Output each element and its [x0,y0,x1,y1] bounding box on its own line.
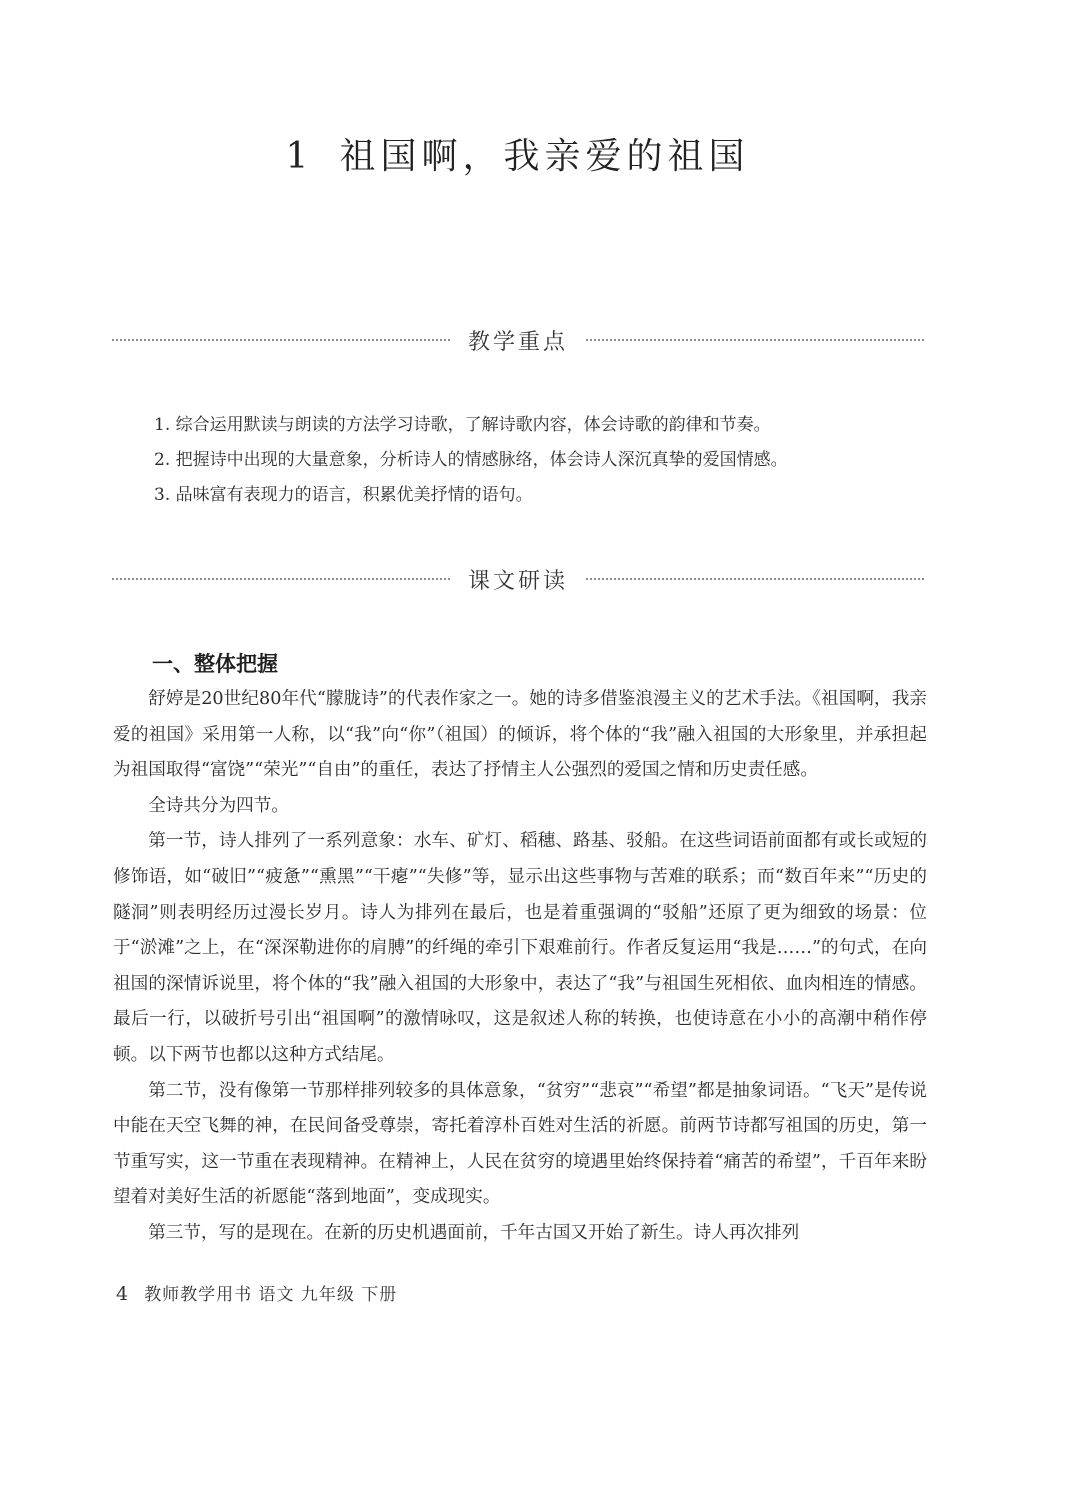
section-header-text-study [112,559,924,599]
teaching-focus-item: 3. 品味富有表现力的语言，积累优美抒情的语句。 [154,485,533,505]
teaching-focus-list [154,408,934,513]
page-number: 4 [116,1283,129,1305]
body-paragraph: 第二节，没有像第一节那样排列较多的具体意象，“贫穷”“悲哀”“希望”都是抽象词语。“飞天”是传说中能在天空飞舞的神，在民间备受尊崇，寄托着淳朴百姓对生活的祈愿。前两节诗都写祖国的历史，第一节重写实，这一节重在表现精神。在精神上，人民在贫穷的境遇里始终保持着“痛苦的希望”，千百年来盼望着对美好生活的祈愿能“落到地面”，变成现实。 [113,1080,927,1208]
lesson-title-text: 祖国啊，我亲爱的祖国 [339,136,750,177]
subheading-overall-grasp: 一、整体把握 [152,652,278,676]
body-text [113,682,927,1252]
dotted-divider-right [586,578,924,580]
body-paragraph: 全诗共分为四节。 [148,795,289,816]
dotted-divider-right [586,339,924,341]
section-heading-teaching-focus: 教学重点 [468,329,569,355]
teaching-focus-item: 1. 综合运用默读与朗读的方法学习诗歌，了解诗歌内容，体会诗歌的韵律和节奏。 [154,415,771,435]
page-footer [116,1280,716,1305]
body-paragraph: 舒婷是20世纪80年代“朦胧诗”的代表作家之一。她的诗多借鉴浪漫主义的艺术手法。《祖国啊，我亲爱的祖国》采用第一人称，以“我”向“你”（祖国）的倾诉，将个体的“我”融入祖国的大形象里，并承担起为祖国取得“富饶”“荣光”“自由”的重任，表达了抒情主人公强烈的爱国之情和历史责任感。 [113,689,927,781]
body-paragraph: 第一节，诗人排列了一系列意象：水车、矿灯、稻穗、路基、驳船。在这些词语前面都有或长或短的修饰语，如“破旧”“疲惫”“熏黑”“干瘪”“失修”等，显示出这些事物与苦难的联系；而“数百年来”“历史的隧洞”则表明经历过漫长岁月。诗人为排列在最后，也是着重强调的“驳船”还原了更为细致的场景：位于“淤滩”之上，在“深深勒进你的肩膊”的纤绳的牵引下艰难前行。作者反复运用“我是……”的句式，在向祖国的深情诉说里，将个体的“我”融入祖国的大形象中，表达了“我”与祖国生死相依、血肉相连的情感。最后一行，以破折号引出“祖国啊”的激情咏叹，这是叙述人称的转换，也使诗意在小小的高潮中稍作停顿。以下两节也都以这种方式结尾。 [113,831,927,1065]
section-header-teaching-focus [112,320,924,360]
lesson-title [0,128,1035,179]
section-heading-text-study: 课文研读 [468,568,569,594]
book-info: 教师教学用书 语文 九年级 下册 [144,1285,398,1305]
lesson-number: 1 [285,136,314,177]
teaching-focus-item: 2. 把握诗中出现的大量意象，分析诗人的情感脉络，体会诗人深沉真挚的爱国情感。 [154,450,788,470]
dotted-divider-left [112,578,450,580]
body-paragraph: 第三节，写的是现在。在新的历史机遇面前，千年古国又开始了新生。诗人再次排列 [148,1222,800,1243]
dotted-divider-left [112,339,450,341]
